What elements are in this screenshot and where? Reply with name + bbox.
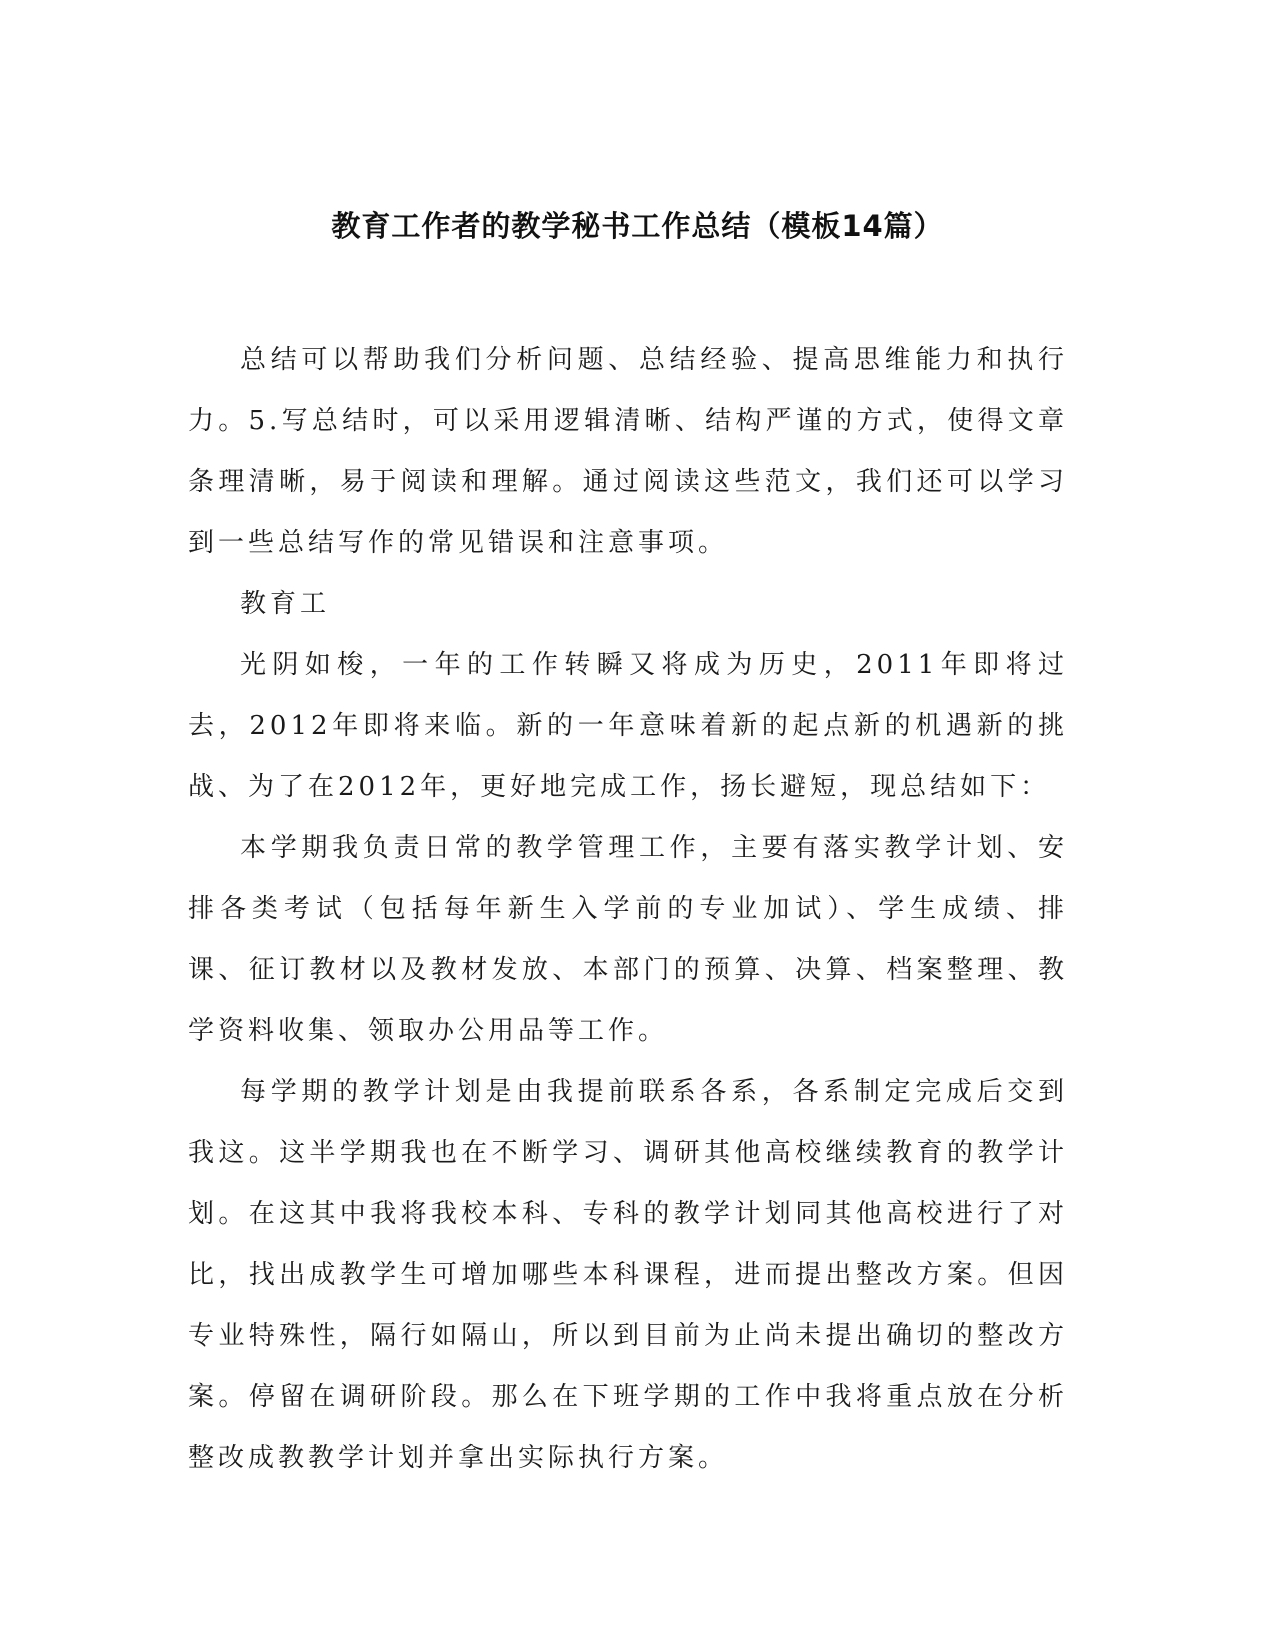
paragraph-duties: 本学期我负责日常的教学管理工作，主要有落实教学计划、安排各类考试（包括每年新生入学前的专业加试）、学生成绩、排课、征订教材以及教材发放、本部门的预算、决算、档案整理、教学资料收集、领取办公用品等工作。 [188,833,1068,1046]
document-body [188,330,1068,1489]
paragraph-intro: 总结可以帮助我们分析问题、总结经验、提高思维能力和执行力。5.写总结时，可以采用逻辑清晰、结构严谨的方式，使得文章条理清晰，易于阅读和理解。通过阅读这些范文，我们还可以学习到一些总结写作的常见错误和注意事项。 [188,345,1068,558]
paragraph-heading-fragment: 教育工 [240,589,331,619]
document-title: 教育工作者的教学秘书工作总结（模板14篇） [331,209,944,243]
paragraph-year-review: 光阴如梭，一年的工作转瞬又将成为历史，2011年即将过去，2012年即将来临。新的一年意味着新的起点新的机遇新的挑战、为了在2012年，更好地完成工作，扬长避短，现总结如下： [188,650,1068,802]
paragraph-teaching-plan: 每学期的教学计划是由我提前联系各系，各系制定完成后交到我这。这半学期我也在不断学习、调研其他高校继续教育的教学计划。在这其中我将我校本科、专科的教学计划同其他高校进行了对比，找出成教学生可增加哪些本科课程，进而提出整改方案。但因专业特殊性，隔行如隔山，所以到目前为止尚未提出确切的整改方案。停留在调研阶段。那么在下班学期的工作中我将重点放在分析整改成教教学计划并拿出实际执行方案。 [188,1077,1068,1473]
